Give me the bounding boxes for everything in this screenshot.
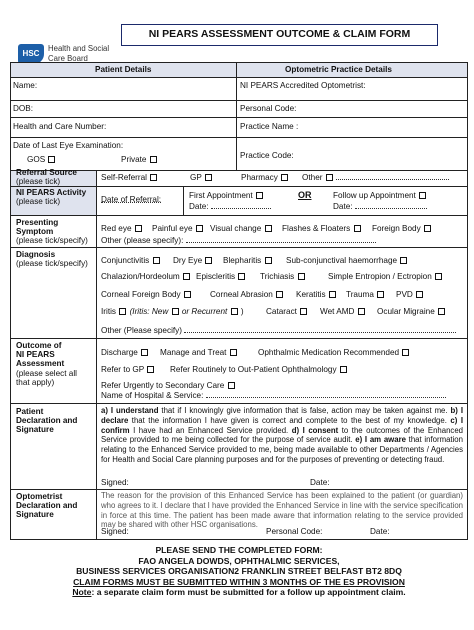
referral-gp[interactable]: GP — [190, 173, 213, 183]
diagnosis-label: Diagnosis — [16, 250, 56, 259]
refer-gp-checkbox[interactable] — [147, 366, 154, 373]
discharge-checkbox[interactable] — [141, 349, 148, 356]
corneal-fb-checkbox[interactable] — [184, 291, 191, 298]
ophthalmic-medication-checkbox[interactable] — [402, 349, 409, 356]
diag-subconj[interactable]: Sub-conjunctival haemorrhage — [286, 256, 408, 266]
diag-dry-eye[interactable]: Dry Eye — [173, 256, 213, 266]
first-appointment-date[interactable]: Date: — [189, 202, 271, 212]
follow-up-checkbox[interactable] — [419, 192, 426, 199]
pharmacy-checkbox[interactable] — [281, 174, 288, 181]
diagnosis-sub: (please tick/specify) — [16, 259, 88, 268]
gos-checkbox[interactable] — [48, 156, 55, 163]
refer-urgently-checkbox[interactable] — [228, 382, 235, 389]
private-option[interactable]: Private — [121, 155, 158, 165]
activity-sub: (please tick) — [16, 197, 61, 206]
patient-decl-label-2: Declaration and — [16, 416, 78, 425]
refer-routinely-checkbox[interactable] — [340, 366, 347, 373]
chalazion-checkbox[interactable] — [183, 273, 190, 280]
self-referral-checkbox[interactable] — [150, 174, 157, 181]
iritis-recurrent-checkbox[interactable] — [231, 308, 238, 315]
footer — [10, 545, 468, 598]
manage-treat-checkbox[interactable] — [230, 349, 237, 356]
patient-date-field[interactable]: Date: — [310, 478, 330, 487]
diag-cataract[interactable]: Cataract — [266, 307, 308, 317]
episcleritis-checkbox[interactable] — [238, 273, 245, 280]
logo-line1: Health and Social — [48, 44, 110, 53]
painful-eye-option[interactable]: Painful eye — [152, 224, 204, 234]
referral-label: Referral Source — [16, 168, 77, 177]
practice-details-header: Optometric Practice Details — [285, 65, 392, 74]
form-title-text: NI PEARS ASSESSMENT OUTCOME & CLAIM FORM — [148, 28, 411, 40]
diag-pvd[interactable]: PVD — [396, 290, 424, 300]
symptom-label: Presenting — [16, 218, 59, 227]
diag-trichiasis[interactable]: Trichiasis — [260, 272, 306, 282]
diag-trauma[interactable]: Trauma — [346, 290, 385, 300]
diag-conjunctivitis[interactable]: Conjunctivitis — [101, 256, 161, 266]
form-title — [121, 24, 438, 46]
follow-up-option[interactable]: Follow up Appointment — [333, 191, 427, 201]
diag-keratitis[interactable]: Keratitis — [296, 290, 337, 300]
dry-eye-checkbox[interactable] — [205, 257, 212, 264]
diag-other-field[interactable]: Other (Please specify) — [101, 326, 456, 336]
optom-decl-label-2: Declaration and — [16, 501, 78, 510]
ocular-migraine-checkbox[interactable] — [438, 308, 445, 315]
name-field[interactable]: Name: — [13, 81, 38, 90]
dob-field[interactable]: DOB: — [13, 104, 34, 113]
foreign-body-checkbox[interactable] — [424, 225, 431, 232]
optom-date-field[interactable]: Date: — [370, 527, 390, 536]
wet-amd-checkbox[interactable] — [358, 308, 365, 315]
footer-line1: PLEASE SEND THE COMPLETED FORM: — [155, 545, 323, 555]
outcome-label-3: Assessment — [16, 359, 65, 368]
keratitis-checkbox[interactable] — [329, 291, 336, 298]
trauma-checkbox[interactable] — [377, 291, 384, 298]
outcome-discharge[interactable]: Discharge — [101, 348, 149, 358]
diag-wet-amd[interactable]: Wet AMD — [320, 307, 366, 317]
diag-episcleritis[interactable]: Episcleritis — [196, 272, 246, 282]
follow-up-date[interactable]: Date: — [333, 202, 427, 212]
cataract-checkbox[interactable] — [300, 308, 307, 315]
footer-line2: FAO ANGELA DOWDS, OPHTHALMIC SERVICES, — [138, 555, 340, 566]
hsc-logo-mark: HSC — [18, 44, 44, 64]
diag-entropion[interactable]: Simple Entropion / Ectropion — [328, 272, 443, 282]
visual-change-checkbox[interactable] — [265, 225, 272, 232]
footer-note: Note: a separate claim form must be submitted for a follow up appointment claim. — [72, 587, 406, 597]
referral-other[interactable]: Other — [302, 173, 449, 183]
optom-decl-label-3: Signature — [16, 510, 54, 519]
symptom-label-2: Symptom — [16, 227, 54, 236]
patient-details-header: Patient Details — [95, 65, 152, 74]
referral-self[interactable]: Self-Referral — [101, 173, 158, 183]
hc-number-field[interactable]: Health and Care Number: — [13, 122, 107, 131]
outcome-ophthalmic[interactable]: Ophthalmic Medication Recommended — [258, 348, 410, 358]
pvd-checkbox[interactable] — [416, 291, 423, 298]
first-appointment-checkbox[interactable] — [256, 192, 263, 199]
outcome-sub-2: that apply) — [16, 378, 55, 387]
gos-option[interactable]: GOS — [27, 155, 56, 165]
optom-personal-code-field[interactable]: Personal Code: — [266, 527, 323, 536]
painful-eye-checkbox[interactable] — [196, 225, 203, 232]
outcome-refer-urgently[interactable]: Refer Urgently to Secondary Care — [101, 381, 236, 391]
optom-signed-field[interactable]: Signed: — [101, 527, 129, 536]
hospital-service-field[interactable]: Name of Hospital & Service: — [101, 391, 446, 401]
visual-change-option[interactable]: Visual change — [210, 224, 273, 234]
foreign-body-option[interactable]: Foreign Body — [372, 224, 432, 234]
footer-line3: BUSINESS SERVICES ORGANISATION2 FRANKLIN STREET BELFAST BT2 8DQ — [76, 566, 402, 576]
diag-chalazion[interactable]: Chalazion/Hordeolum — [101, 272, 191, 282]
form-table — [10, 62, 468, 540]
flashes-checkbox[interactable] — [354, 225, 361, 232]
patient-decl-label: Patient — [16, 407, 44, 416]
red-eye-checkbox[interactable] — [135, 225, 142, 232]
patient-decl-label-3: Signature — [16, 425, 54, 434]
activity-label: NI PEARS Activity — [16, 188, 87, 197]
iritis-new-checkbox[interactable] — [172, 308, 179, 315]
patient-declaration-text: a) I understand that if I knowingly give information that is false, action may be taken against me. b) I declare that the information I have given is correct and complete to the best of my knowledge. c) I confirm I have had an Enhanced Service provided. d) I consent to the outcomes of the Enhanced Service provided to me being collected for the purpose of service audit. e) I am aware that information relating to the Enhanced Service provided to me, being made available to other Departments / Agencies for Health and Social Care planning purposes and for the purposes of preventing or detecting fraud. — [101, 406, 464, 464]
accredited-optometrist-field[interactable]: NI PEARS Accredited Optometrist: — [240, 81, 366, 90]
diag-blepharitis[interactable]: Blepharitis — [223, 256, 273, 266]
diag-ocular-migraine[interactable]: Ocular Migraine — [377, 307, 446, 317]
entropion-checkbox[interactable] — [435, 273, 442, 280]
personal-code-field[interactable]: Personal Code: — [240, 104, 297, 113]
practice-name-field[interactable]: Practice Name : — [240, 122, 299, 131]
diag-corneal-abrasion[interactable]: Corneal Abrasion — [210, 290, 284, 300]
other-referral-checkbox[interactable] — [326, 174, 333, 181]
diag-corneal-fb[interactable]: Corneal Foreign Body — [101, 290, 192, 300]
referral-sub: (please tick) — [16, 177, 61, 186]
subconj-checkbox[interactable] — [400, 257, 407, 264]
outcome-sub-1: (please select all — [16, 369, 77, 378]
private-checkbox[interactable] — [150, 156, 157, 163]
corneal-abrasion-checkbox[interactable] — [276, 291, 283, 298]
gp-checkbox[interactable] — [205, 174, 212, 181]
conjunctivitis-checkbox[interactable] — [153, 257, 160, 264]
red-eye-option[interactable]: Red eye — [101, 224, 143, 234]
iritis-checkbox[interactable] — [119, 308, 126, 315]
first-appointment-option[interactable]: First Appointment — [189, 191, 264, 201]
outcome-refer-gp[interactable]: Refer to GP — [101, 365, 155, 375]
outcome-label-2: NI PEARS — [16, 350, 55, 359]
optometrist-declaration-text: The reason for the provision of this Enhanced Service has been explained to the patient (or guardian) who agrees to it. I declare that I have provided the Enhanced Service in line with the service specification in force at this time. The patient has been made aware that information relating to the service provided may be shared with other HSC organisations. — [101, 491, 463, 530]
patient-signed-field[interactable]: Signed: — [101, 478, 129, 487]
outcome-refer-routinely[interactable]: Refer Routinely to Out-Patient Ophthalmology — [170, 365, 348, 375]
flashes-option[interactable]: Flashes & Floaters — [282, 224, 362, 234]
trichiasis-checkbox[interactable] — [298, 273, 305, 280]
symptom-other-field[interactable]: Other (please specify): — [101, 236, 376, 246]
outcome-manage[interactable]: Manage and Treat — [160, 348, 238, 358]
blepharitis-checkbox[interactable] — [265, 257, 272, 264]
or-separator: OR — [298, 190, 312, 200]
optom-decl-label: Optometrist — [16, 492, 63, 501]
logo-line2: Care Board — [48, 54, 88, 63]
referral-pharmacy[interactable]: Pharmacy — [241, 173, 289, 183]
diag-iritis[interactable]: Iritis (Iritis: New or Recurrent ) — [101, 307, 244, 316]
outcome-label: Outcome of — [16, 341, 62, 350]
last-exam-label: Date of Last Eye Examination: — [13, 141, 124, 150]
symptom-sub: (please tick/specify) — [16, 236, 88, 245]
date-of-referral-field[interactable]: Date of Referral: — [101, 195, 162, 204]
footer-line4: CLAIM FORMS MUST BE SUBMITTED WITHIN 3 MONTHS OF THE ES PROVISION — [73, 576, 405, 587]
practice-code-field[interactable]: Practice Code: — [240, 151, 294, 160]
